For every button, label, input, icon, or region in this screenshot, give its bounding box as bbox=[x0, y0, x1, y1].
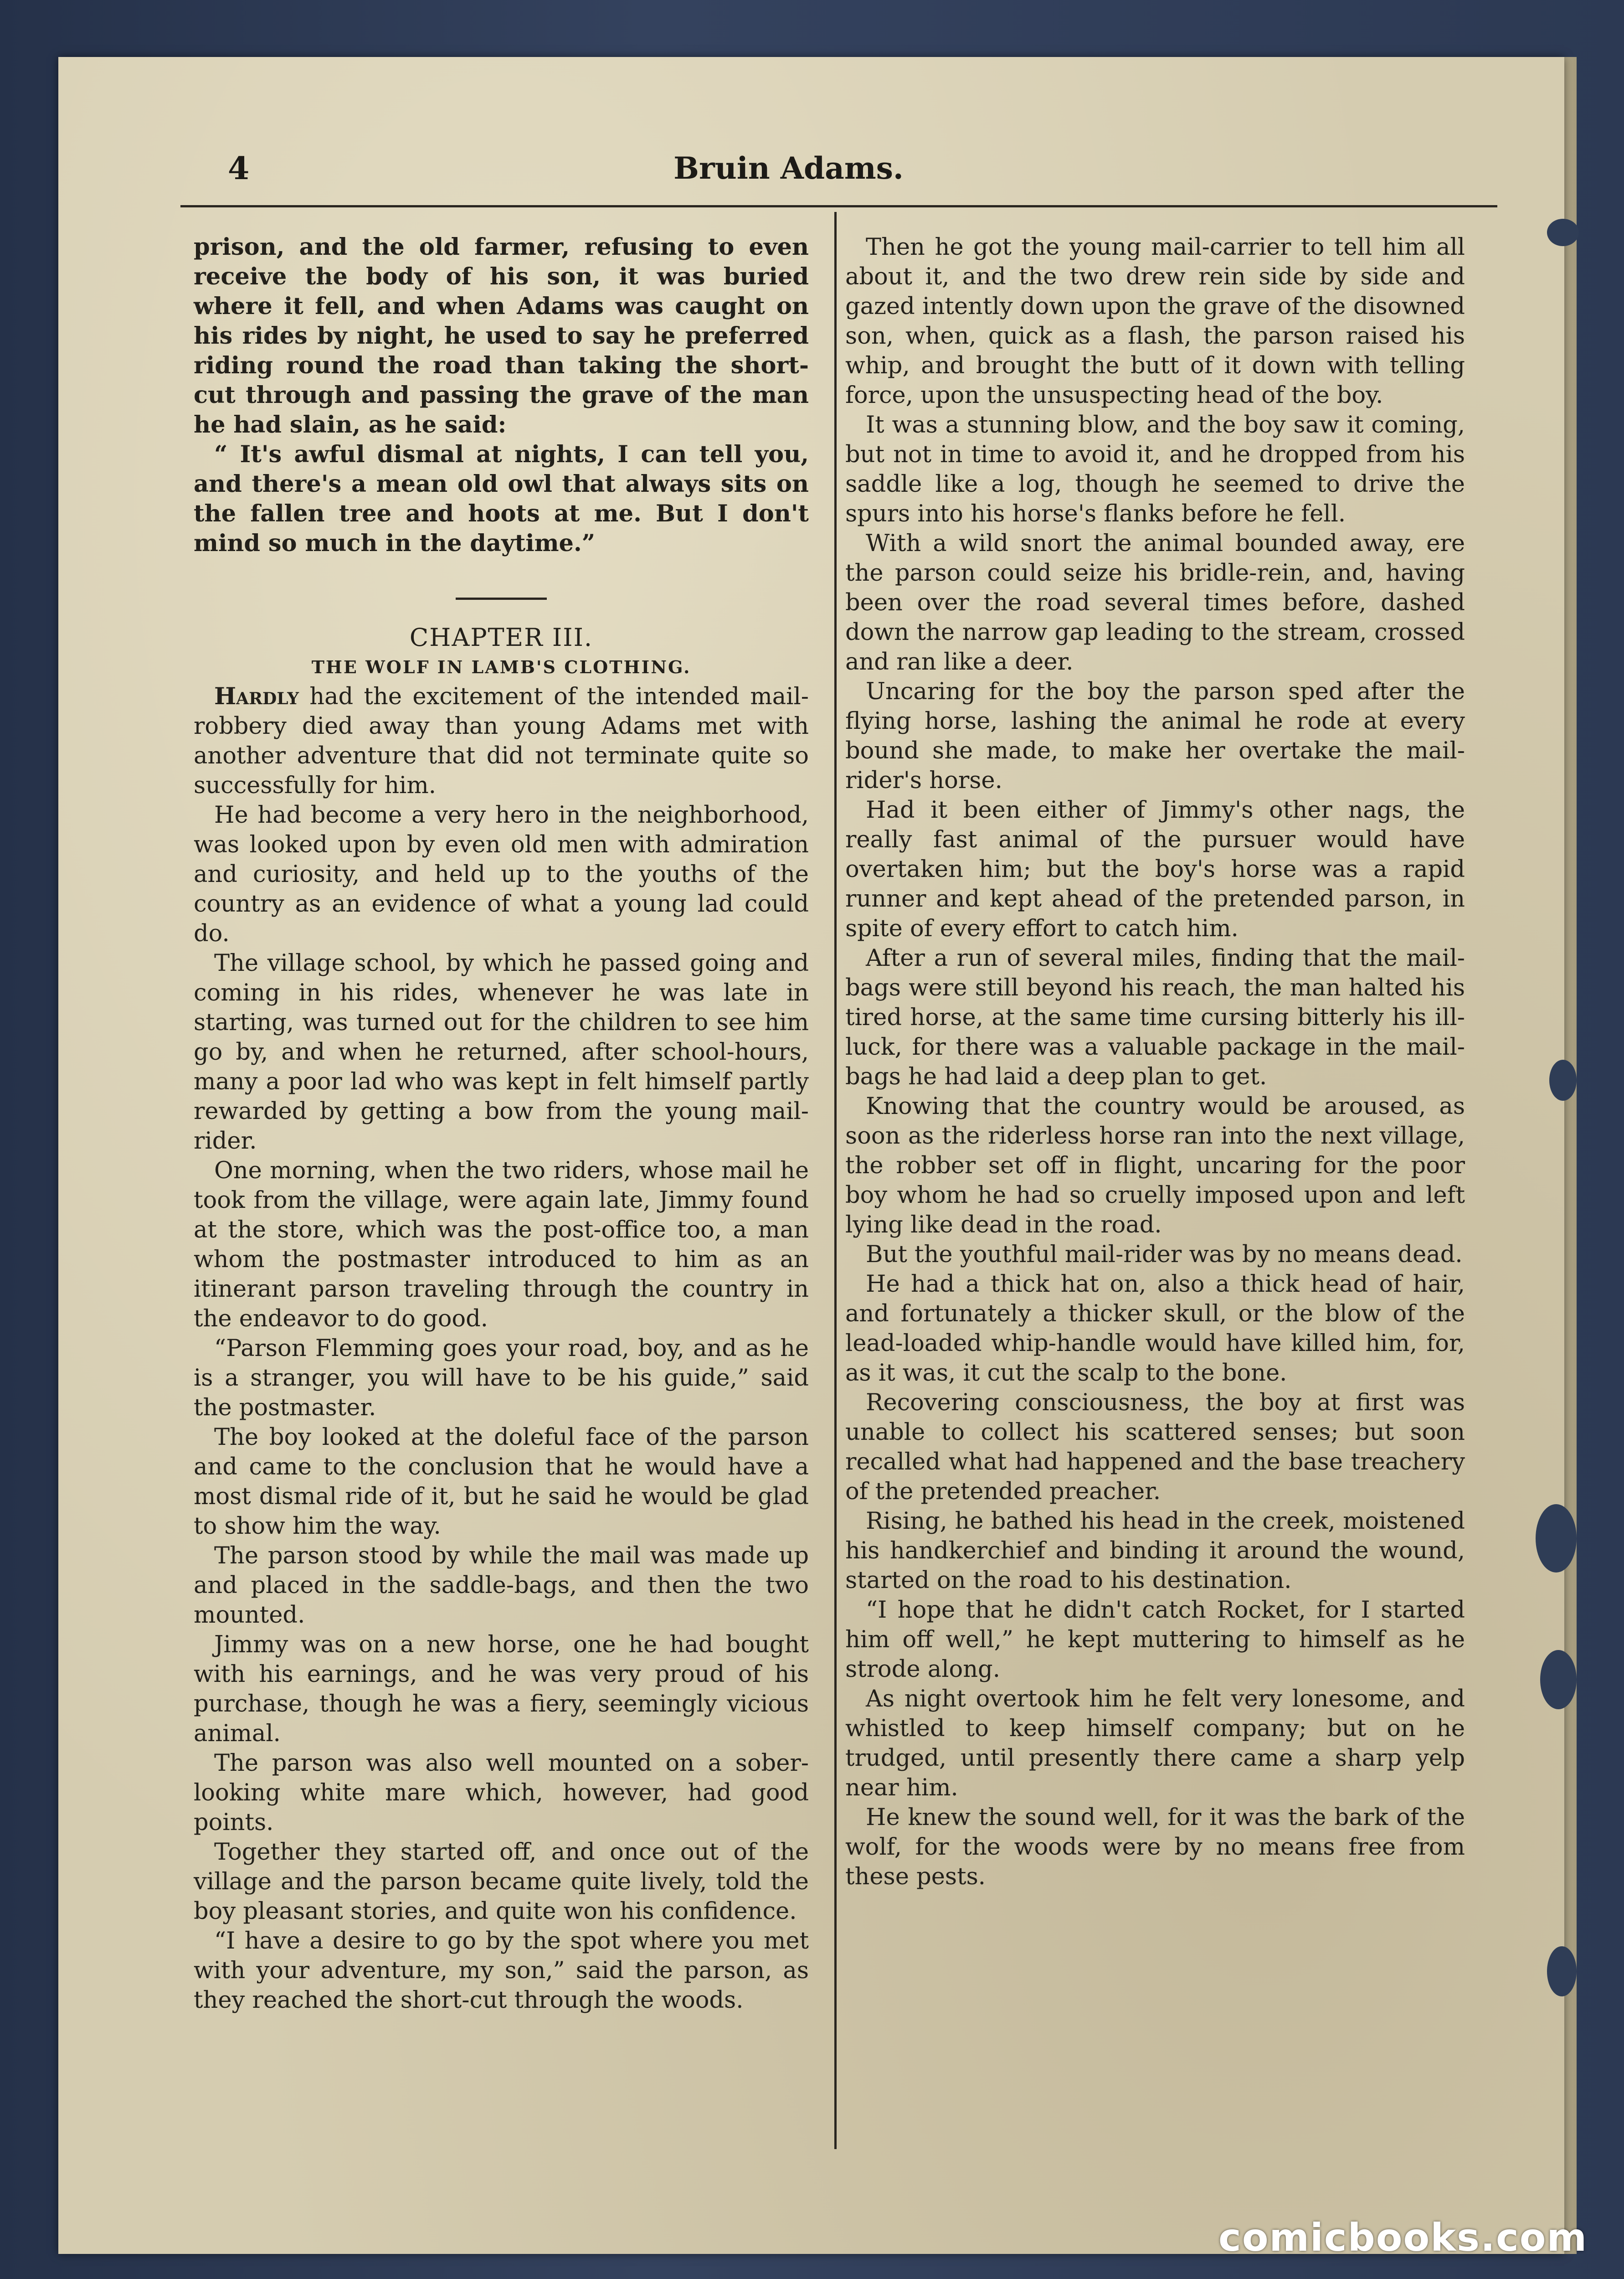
paragraph: After a run of several miles, finding that the mail-bags were still beyond his reach, the man halted his tired horse, at the same time cursing bitterly his ill-luck, for there was a valuable package in the mail-bags he had laid a deep plan to get. bbox=[845, 945, 1465, 1090]
paragraph: Knowing that the country would be aroused, as soon as the riderless horse ran into the next village, the robber set off in flight, uncaring for the poor boy whom he had so cruelly imposed upon and left lying like dead in the road. bbox=[845, 1093, 1465, 1238]
paragraph: The parson was also well mounted on a sober-looking white mare which, however, had good points. bbox=[194, 1750, 809, 1836]
paragraph: One morning, when the two riders, whose mail he took from the village, were again late, Jimmy found at the store, which was the post-office too, a man whom the postmaster introduced to him as an itinerant parson traveling through the country in the endeavor to do good. bbox=[194, 1157, 809, 1332]
left-column bbox=[194, 232, 809, 2015]
paragraph: Uncaring for the boy the parson sped after the flying horse, lashing the animal he rode at every bound she made, to make her overtake the mail-rider's horse. bbox=[845, 678, 1465, 794]
paragraph: But the youthful mail-rider was by no means dead. bbox=[866, 1241, 1463, 1268]
paragraph: Recovering consciousness, the boy at first was unable to collect his scattered senses; but soon recalled what had happened and the base treachery of the pretended preacher. bbox=[845, 1389, 1465, 1505]
paragraph: Together they started off, and once out of the village and the parson became quite lively, told the boy pleasant stories, and quite won his confidence. bbox=[194, 1839, 809, 1925]
paragraph: With a wild snort the animal bounded away, ere the parson could seize his bridle-rein, and, having been over the road several times before, dashed down the narrow gap leading to the stream, crossed and ran like a deer. bbox=[845, 530, 1465, 675]
page-header bbox=[58, 150, 1519, 205]
paragraph: “I hope that he didn't catch Rocket, for I started him off well,” he kept muttering to himself as he strode along. bbox=[845, 1597, 1465, 1683]
paragraph: Jimmy was on a new horse, one he had bought with his earnings, and he was very proud of his purchase, though he was a fiery, seemingly vicious animal. bbox=[194, 1631, 809, 1747]
paragraph: The boy looked at the doleful face of the parson and came to the conclusion that he would have a most dismal ride of it, but he said he would be glad to show him the way. bbox=[194, 1424, 809, 1540]
paragraph: He knew the sound well, for it was the bark of the wolf, for the woods were by no means free from these pests. bbox=[845, 1804, 1465, 1890]
opening-text: had the excitement of the intended mail-robbery died away than young Adams met with another adventure that did not terminate quite so successfully for him. bbox=[194, 683, 809, 799]
chapter-opening-paragraph bbox=[194, 682, 809, 800]
page-tear bbox=[1547, 1946, 1577, 1996]
paragraph: Had it been either of Jimmy's other nags, the really fast animal of the pursuer would have overtaken him; but the boy's horse was a rapid runner and kept ahead of the pretended parson, in spite of every effort to catch him. bbox=[845, 797, 1465, 942]
running-title: Bruin Adams. bbox=[673, 150, 904, 186]
page-tear bbox=[1540, 1650, 1577, 1709]
paragraph: The village school, by which he passed going and coming in his rides, whenever he was late in starting, was turned out for the children to see him go by, and when he returned, after school-hours, many a poor lad who was kept in felt himself partly rewarded by getting a bow from the young mail-rider. bbox=[194, 950, 809, 1155]
paragraph: It was a stunning blow, and the boy saw it coming, but not in time to avoid it, and he dropped from his saddle like a log, though he seemed to drive the spurs into his horse's flanks before he fell. bbox=[845, 412, 1465, 527]
page-tear bbox=[1547, 219, 1579, 246]
paragraph: Then he got the young mail-carrier to tell him all about it, and the two drew rein side by side and gazed intently down upon the grave of the disowned son, when, quick as a flash, the parson raised his whip, and brought the butt of it down with telling force, upon the unsuspecting head of the boy. bbox=[845, 234, 1465, 409]
right-column bbox=[845, 232, 1465, 1892]
paragraph: prison, and the old farmer, refusing to even receive the body of his son, it was buried where it fell, and when Adams was caught on his rides by night, he used to say he preferred riding round the road than taking the short-cut through and passing the grave of the man he had slain, as he said: bbox=[194, 233, 809, 438]
paragraph: The parson stood by while the mail was made up and placed in the saddle-bags, and then the two mounted. bbox=[194, 1542, 809, 1629]
drop-word: Hardly bbox=[214, 683, 299, 710]
paragraph: He had a thick hat on, also a thick head of hair, and fortunately a thicker skull, or the blow of the lead-loaded whip-handle would have killed him, for, as it was, it cut the scalp to the bone. bbox=[845, 1271, 1465, 1387]
page-number: 4 bbox=[228, 150, 250, 187]
chapter-subtitle: THE WOLF IN LAMB'S CLOTHING. bbox=[311, 657, 691, 677]
page-tear bbox=[1536, 1504, 1577, 1573]
chapter-title: CHAPTER III. bbox=[409, 623, 593, 652]
page-tear bbox=[1549, 1060, 1577, 1101]
paragraph: As night overtook him he felt very lonesome, and whistled to keep himself company; but on he trudged, until presently there came a sharp yelp near him. bbox=[845, 1686, 1465, 1801]
paragraph: Rising, he bathed his head in the creek, moistened his handkerchief and binding it around the wound, started on the road to his destination. bbox=[845, 1508, 1465, 1594]
paragraph: “I have a desire to go by the spot where you met with your adventure, my son,” said the parson, as they reached the short-cut through the woods. bbox=[194, 1928, 809, 2014]
header-rule bbox=[180, 205, 1497, 207]
column-divider bbox=[834, 212, 837, 2149]
watermark-text: comicbooks.com bbox=[1218, 2215, 1588, 2260]
chapter-divider-rule bbox=[456, 598, 547, 600]
paragraph: “ It's awful dismal at nights, I can tell you, and there's a mean old owl that always sits on the fallen tree and hoots at me. But I don't mind so much in the daytime.” bbox=[194, 441, 809, 557]
paragraph: “Parson Flemming goes your road, boy, and as he is a stranger, you will have to be his guide,” said the postmaster. bbox=[194, 1335, 809, 1421]
paragraph: He had become a very hero in the neighborhood, was looked upon by even old men with admiration and curiosity, and held up to the youths of the country as an evidence of what a young lad could do. bbox=[194, 802, 809, 947]
